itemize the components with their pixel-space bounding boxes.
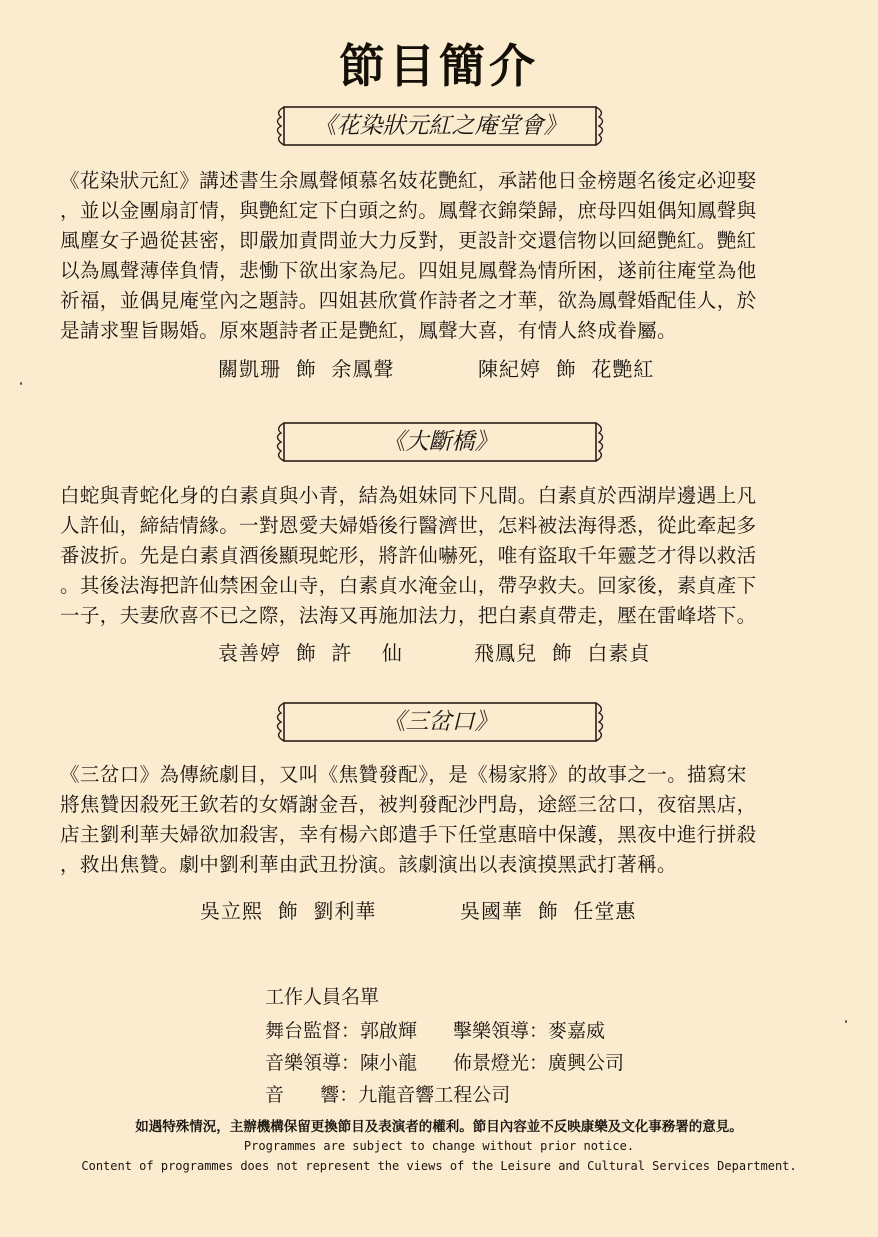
cast-credit: 飛鳳兒 飾 白素貞 (474, 641, 651, 665)
disclaimer-en-line-1: Programmes are subject to change without prior notice. (243, 1139, 635, 1153)
synopsis-line: 祈福，並偶見庵堂內之題詩。四姐甚欣賞作詩者之才華，欲為鳳聲婚配佳人，於 (60, 289, 757, 312)
staff-credit: 舞台監督：郭啟輝 (265, 1020, 418, 1042)
synopsis-line: 以為鳳聲薄倖負情，悲慟下欲出家為尼。四姐見鳳聲為情所困，遂前往庵堂為他 (60, 259, 757, 282)
cast-credit: 陳紀婷 飾 花艷紅 (478, 357, 655, 381)
synopsis-line: 是請求聖旨賜婚。原來題詩者正是艷紅，鳳聲大喜，有情人終成眷屬。 (60, 319, 677, 342)
paper-speck (20, 382, 22, 385)
staff-credit: 音 響：九龍音響工程公司 (265, 1084, 511, 1106)
section-2-banner (270, 416, 610, 468)
cast-credit: 吳立熙 飾 劉利華 (200, 899, 377, 923)
staff-credit: 音樂領導：陳小龍 (265, 1052, 418, 1074)
section-1-synopsis (60, 166, 820, 346)
staff-list-heading: 工作人員名單 (265, 986, 380, 1008)
synopsis-line: 風塵女子過從甚密，即嚴加責問並大力反對，更設計交還信物以回絕艷紅。艷紅 (60, 229, 757, 252)
synopsis-line: 店主劉利華夫婦欲加殺害，幸有楊六郎遣手下任堂惠暗中保護，黑夜中進行拼殺 (60, 823, 757, 846)
section-1-banner (270, 100, 610, 152)
synopsis-line: 《三岔口》為傳統劇目，又叫《焦贊發配》，是《楊家將》的故事之一。描寫宋 (60, 763, 747, 786)
section-1-title: 《花染狀元紅之庵堂會》 (313, 113, 567, 139)
synopsis-line: 《花染狀元紅》講述書生余鳳聲傾慕名妓花艷紅，承諾他日金榜題名後定必迎娶 (60, 169, 757, 192)
section-2-synopsis (60, 481, 820, 631)
page-title: 節目簡介 (339, 39, 539, 93)
synopsis-line: 白蛇與青蛇化身的白素貞與小青，結為姐妹同下凡間。白素貞於西湖岸邊遇上凡 (60, 484, 757, 507)
paper-speck (845, 1020, 847, 1023)
synopsis-line: 將焦贊因殺死王欽若的女婿謝金吾，被判發配沙門島，途經三岔口，夜宿黑店， (60, 793, 757, 816)
cast-credit: 關凱珊 飾 余鳳聲 (218, 357, 395, 381)
disclaimer-en-line-2: Content of programmes does not represent the views of the Leisure and Cultural Services Department. (81, 1159, 797, 1173)
staff-credit: 佈景燈光：廣興公司 (453, 1052, 625, 1074)
synopsis-line: ，救出焦贊。劇中劉利華由武丑扮演。該劇演出以表演摸黑武打著稱。 (60, 853, 677, 876)
disclaimer-zh: 如遇特殊情況，主辦機構保留更換節目及表演者的權利。節目內容並不反映康樂及文化事務署的意見。 (135, 1119, 743, 1135)
cast-credit: 吳國華 飾 任堂惠 (460, 899, 637, 923)
staff-credit: 擊樂領導：麥嘉威 (453, 1020, 606, 1042)
section-3-synopsis (60, 760, 820, 880)
synopsis-line: 一子，夫妻欣喜不已之際，法海又再施加法力，把白素貞帶走，壓在雷峰塔下。 (60, 604, 757, 627)
section-2-title: 《大斷橋》 (382, 429, 498, 455)
synopsis-line: 番波折。先是白素貞酒後顯現蛇形，將許仙嚇死，唯有盜取千年靈芝才得以救活 (60, 544, 757, 567)
section-3-title: 《三岔口》 (382, 709, 498, 735)
cast-credit: 袁善婷 飾 許 仙 (218, 641, 403, 665)
synopsis-line: ，並以金團扇訂情，與艷紅定下白頭之約。鳳聲衣錦榮歸，庶母四姐偶知鳳聲與 (60, 199, 757, 222)
synopsis-line: 人許仙，締結情緣。一對恩愛夫婦婚後行醫濟世，怎料被法海得悉，從此牽起多 (60, 514, 757, 537)
section-3-banner (270, 696, 610, 748)
synopsis-line: 。其後法海把許仙禁困金山寺，白素貞水淹金山，帶孕救夫。回家後，素貞產下 (60, 574, 757, 597)
